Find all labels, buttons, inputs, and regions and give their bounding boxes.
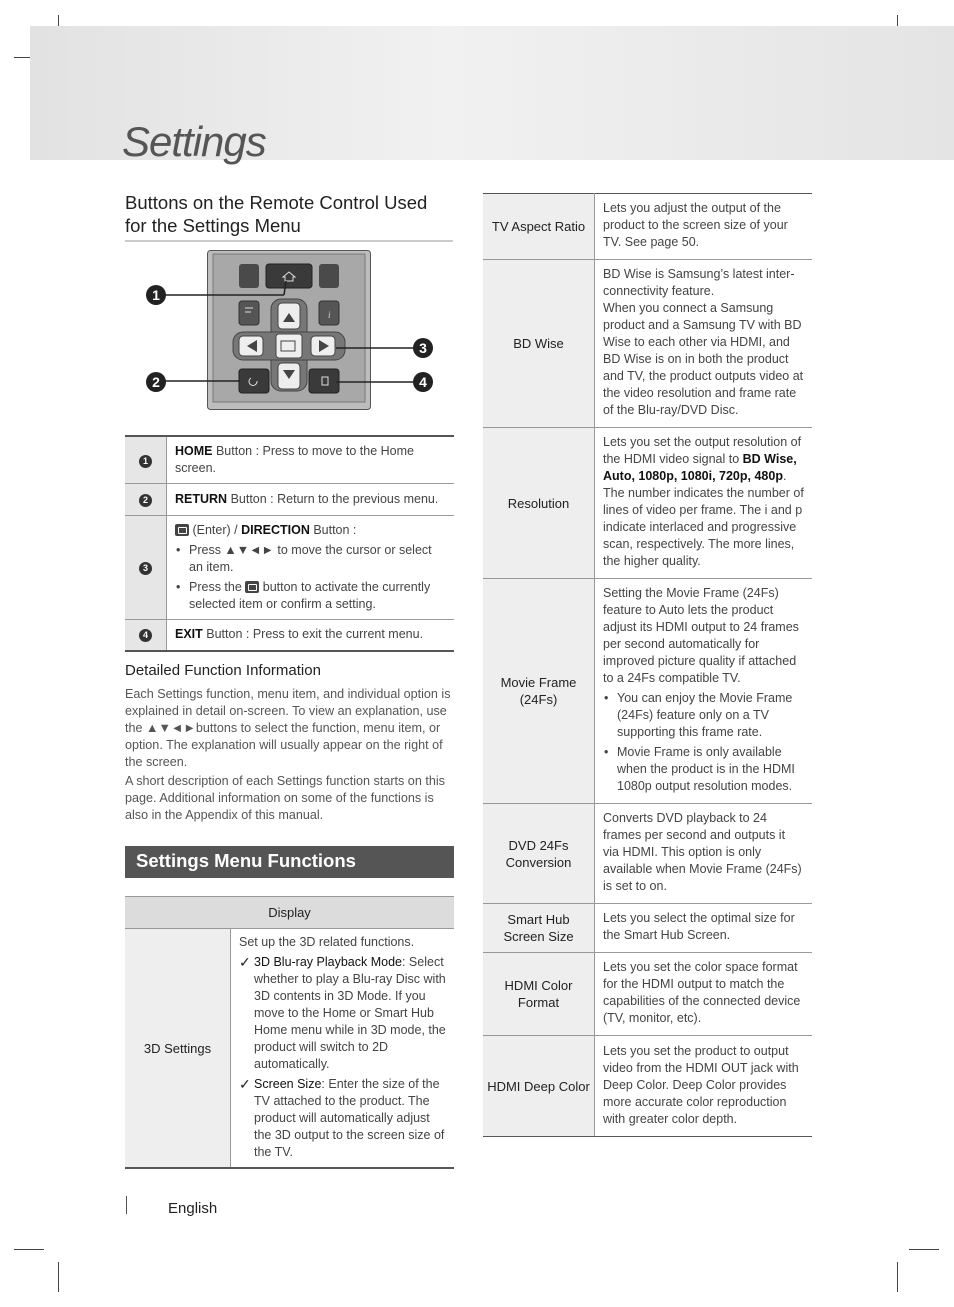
table-row	[125, 436, 454, 484]
bullet-item: • Movie Frame is only available when the product is in the HDMI 1080p output resolution modes.	[603, 744, 804, 795]
bullet-item: • Press ▲▼◄► to move the cursor or select an item.	[175, 542, 446, 576]
row-description: Lets you select the optimal size for the Smart Hub Screen.	[595, 904, 813, 953]
table-row	[483, 1036, 812, 1137]
page-title: Settings	[122, 118, 266, 165]
footer-language: English	[168, 1200, 218, 1217]
row-label: BD Wise	[483, 260, 595, 428]
enter-icon	[245, 581, 259, 593]
table-row	[125, 929, 454, 1169]
check-item: ✓ 3D Blu-ray Playback Mode: Select whether to play a Blu-ray Disc with 3D contents in 3D Mode. If you move to the Home or Smart Hub Home menu while in 3D mode, the product will switch to 2D automatically.	[239, 954, 446, 1073]
row-label: Smart Hub Screen Size	[483, 904, 595, 953]
crop-mark	[909, 1249, 939, 1250]
settings-menu-heading: Settings Menu Functions	[125, 846, 454, 878]
row-description: Setting the Movie Frame (24Fs) feature to Auto lets the product adjust its HDMI output to 24 frames per second automatically for improved picture quality if attached to a 24Fs compatible TV.	[603, 586, 799, 685]
bullet-item: • You can enjoy the Movie Frame (24Fs) feature only on a TV supporting this frame rate.	[603, 690, 804, 741]
button-description: Button : Return to the previous menu.	[227, 492, 439, 506]
row-description: Lets you set the output resolution of the HDMI video signal to BD Wise, Auto, 1080p, 1080i, 720p, 480p. The number indicates the number of lines of video per frame. The i and p indicate interlaced and progressive scan, respectively. The more lines, the higher quality.	[595, 428, 813, 579]
bullet-item: • Press the button to activate the currently selected item or confirm a setting.	[175, 579, 446, 613]
enter-icon	[175, 524, 189, 536]
display-options-table	[483, 193, 812, 1137]
crop-mark	[897, 1262, 898, 1292]
remote-button-table	[125, 435, 454, 652]
callout-1: 1	[146, 285, 166, 305]
button-description: Button : Press to move to the Home screen.	[175, 444, 414, 475]
table-row	[483, 260, 812, 428]
row-description: When you connect a Samsung product and a Samsung TV with BD Wise to each other via HDMI, and BD Wise is on in both the product and TV, the product outputs video at the video resolution and frame rate of the Blu-ray/DVD Disc.	[603, 301, 804, 417]
row-number: 2	[139, 494, 152, 507]
row-label: Resolution	[483, 428, 595, 579]
row-label: HDMI Color Format	[483, 953, 595, 1036]
button-name: HOME	[175, 444, 213, 458]
intro-text: Set up the 3D related functions.	[239, 935, 415, 949]
button-description: Button :	[309, 523, 357, 537]
detailed-body	[125, 686, 457, 826]
button-name: EXIT	[175, 627, 203, 642]
svg-text:i: i	[328, 310, 331, 320]
row-description: Converts DVD playback to 24 frames per second and outputs it via HDMI. This option is only available when Movie Frame (24Fs) is set to on.	[595, 804, 813, 904]
crop-mark	[58, 1262, 59, 1292]
callout-4: 4	[413, 372, 433, 392]
row-description: Lets you set the product to output video from the HDMI OUT jack with Deep Color. Deep Color provides more accurate color reproduction with greater color depth.	[595, 1036, 813, 1137]
paragraph: Each Settings function, menu item, and individual option is explained in detail on-screen. To view an explanation, use the ▲▼◄►buttons to select the function, menu item, or option. The explanation will usually appear on the right of the screen.	[125, 687, 451, 769]
display-settings-table	[125, 896, 454, 1169]
callout-2: 2	[146, 372, 166, 392]
table-row	[483, 904, 812, 953]
table-row	[483, 804, 812, 904]
row-description: Lets you adjust the output of the product to the screen size of your TV. See page 50.	[595, 194, 813, 260]
table-row	[125, 620, 454, 651]
row-description: Lets you set the color space format for the HDMI output to match the capabilities of the connected device (TV, monitor, etc).	[595, 953, 813, 1036]
footer-divider	[126, 1196, 127, 1214]
callout-3: 3	[413, 338, 433, 358]
row-label: TV Aspect Ratio	[483, 194, 595, 260]
check-item: ✓ Screen Size: Enter the size of the TV attached to the product. The product will automatically adjust the 3D output to the screen size of the TV.	[239, 1076, 446, 1161]
table-row	[483, 953, 812, 1036]
row-label: Movie Frame (24Fs)	[483, 579, 595, 804]
button-name: RETURN	[175, 492, 228, 506]
table-row	[125, 484, 454, 516]
button-description: Button : Press to exit the current menu.	[202, 627, 424, 642]
table-header: Display	[125, 897, 454, 929]
crop-mark	[14, 1249, 44, 1250]
row-number: 3	[139, 562, 152, 575]
row-description: BD Wise is Samsung’s latest inter-connectivity feature.	[603, 267, 795, 298]
button-name: DIRECTION	[241, 523, 310, 537]
table-row	[125, 516, 454, 620]
table-row	[483, 428, 812, 579]
row-number: 4	[139, 629, 152, 642]
remote-section-heading: Buttons on the Remote Control Used for the Settings Menu	[125, 191, 453, 242]
row-label: DVD 24Fs Conversion	[483, 804, 595, 904]
enter-label: (Enter) /	[189, 523, 242, 537]
paragraph: A short description of each Settings function starts on this page. Additional information on some of the functions is also in the Appendix of this manual.	[125, 774, 445, 822]
row-label: 3D Settings	[125, 929, 231, 1169]
row-label: HDMI Deep Color	[483, 1036, 595, 1137]
row-number: 1	[139, 455, 152, 468]
table-row	[483, 194, 812, 260]
detailed-heading: Detailed Function Information	[125, 662, 321, 679]
table-row	[483, 579, 812, 804]
